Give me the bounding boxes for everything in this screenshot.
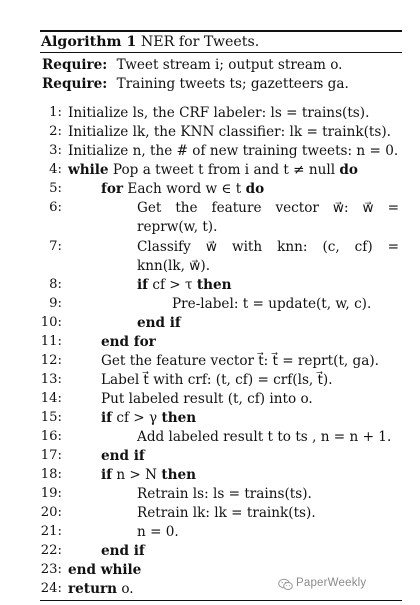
- keyword: for: [101, 181, 124, 197]
- keyword: end if: [101, 543, 145, 559]
- line-text: Put labeled result (t, cf) into o.: [101, 391, 313, 407]
- line-text: Pre-label: t = update(t, w, c).: [172, 296, 372, 312]
- line-number: 23:: [40, 562, 62, 577]
- line-number: 9:: [49, 296, 62, 311]
- line-number: 7:: [49, 239, 62, 254]
- line-text: cf > γ: [116, 410, 158, 426]
- line-number: 24:: [40, 581, 62, 596]
- line-text: Get the feature vector w⃗: w⃗ =: [137, 200, 399, 216]
- line-number: 13:: [40, 372, 62, 387]
- bottom-rule: [40, 600, 402, 601]
- line-text: Initialize n, the # of new training tweets: n = 0.: [68, 143, 399, 159]
- keyword: then: [161, 410, 197, 426]
- line-text: Initialize lk, the KNN classifier: lk = traink(ts).: [68, 124, 391, 140]
- keyword: if: [137, 277, 149, 293]
- keyword: do: [245, 181, 265, 197]
- line-text: Initialize ls, the CRF labeler: ls = trains(ts).: [68, 105, 370, 121]
- algorithm-name: NER for Tweets.: [140, 34, 260, 50]
- line-text: n > N: [116, 467, 158, 483]
- line-number: 20:: [40, 505, 62, 520]
- require-keyword-2: Require:: [42, 76, 108, 92]
- line-text: Each word w ∈ t: [127, 181, 242, 197]
- keyword: then: [161, 467, 197, 483]
- line-number: 5:: [49, 181, 62, 196]
- line-number: 16:: [40, 429, 62, 444]
- line-text: Add labeled result t to ts , n = n + 1.: [137, 429, 392, 445]
- line-content: [68, 580, 134, 598]
- require-line-1: [42, 56, 343, 74]
- line-number: 6:: [49, 200, 62, 215]
- line-number: 10:: [40, 315, 62, 330]
- line-number: 11:: [40, 334, 62, 349]
- keyword: end while: [68, 562, 142, 578]
- keyword: if: [101, 467, 113, 483]
- line-number: 21:: [40, 524, 62, 539]
- keyword: do: [339, 162, 358, 178]
- line-text: Retrain ls: ls = trains(ts).: [137, 486, 312, 502]
- line-content: [101, 466, 196, 484]
- require-line-2: [42, 75, 349, 93]
- line-number: 19:: [40, 486, 62, 501]
- line-number: 8:: [49, 277, 62, 292]
- line-text: Get the feature vector t⃗: t⃗ = reprt(t, ga).: [101, 353, 379, 369]
- watermark-text: PaperWeekly: [296, 577, 367, 589]
- line-text: Retrain lk: lk = traink(ts).: [137, 505, 316, 521]
- algorithm-label: Algorithm 1: [41, 34, 137, 50]
- line-content: [101, 180, 264, 198]
- keyword: then: [196, 277, 232, 293]
- algorithm-title: [41, 33, 259, 51]
- line-text: Classify w⃗ with knn: (c, cf) =: [137, 239, 399, 255]
- line-content: [68, 161, 358, 179]
- line-number: 4:: [49, 162, 62, 177]
- line-number: 2:: [49, 124, 62, 139]
- line-text: n = 0.: [137, 524, 179, 540]
- line-text: Label t⃗ with crf: (t, cf) = crf(ls, t⃗).: [101, 372, 333, 388]
- top-rule: [40, 30, 402, 32]
- line-number: 14:: [40, 391, 62, 406]
- line-number: 17:: [40, 448, 62, 463]
- keyword: end if: [137, 315, 181, 331]
- line-number: 22:: [40, 543, 62, 558]
- require-keyword-1: Require:: [42, 57, 108, 73]
- line-text: Pop a tweet t from i and t ≠ null: [112, 162, 336, 178]
- wechat-icon: [278, 578, 293, 591]
- require-text-1: Tweet stream i; output stream o.: [116, 57, 343, 73]
- keyword: while: [68, 162, 109, 178]
- line-content: [101, 409, 196, 427]
- line-number: 1:: [49, 105, 62, 120]
- line-text: cf > τ: [152, 277, 193, 293]
- line-number: 18:: [40, 467, 62, 482]
- line-continuation: reprw(w, t).: [137, 219, 218, 235]
- line-number: 15:: [40, 410, 62, 425]
- keyword: if: [101, 410, 113, 426]
- line-number: 3:: [49, 143, 62, 158]
- line-text: o.: [121, 581, 134, 597]
- line-number: 12:: [40, 353, 62, 368]
- require-text-2: Training tweets ts; gazetteers ga.: [116, 76, 349, 92]
- line-content: [137, 276, 232, 294]
- keyword: end for: [101, 334, 156, 350]
- keyword: end if: [101, 448, 145, 464]
- title-rule: [40, 52, 402, 53]
- keyword: return: [68, 581, 118, 597]
- line-continuation: knn(lk, w⃗).: [137, 258, 211, 274]
